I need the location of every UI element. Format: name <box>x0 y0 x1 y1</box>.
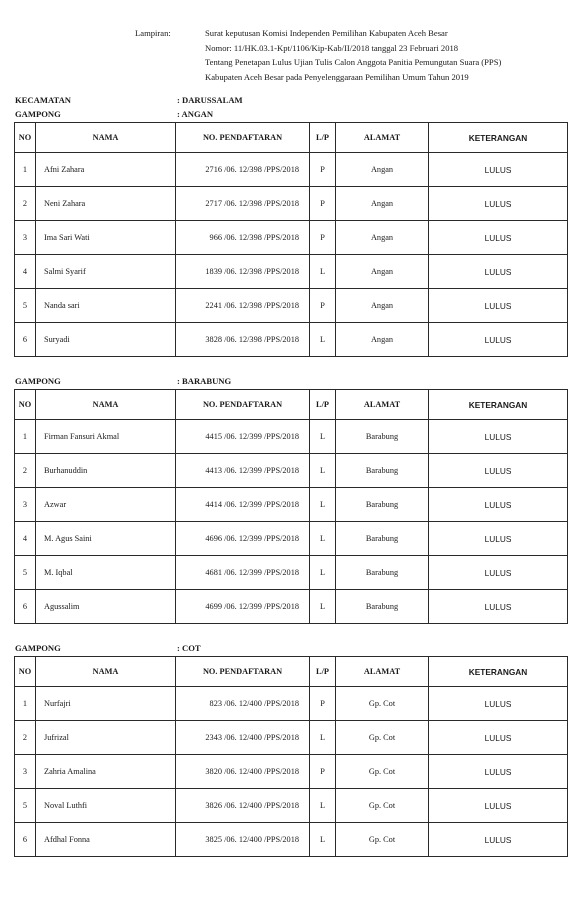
col-nama: NAMA <box>36 123 176 153</box>
cell-keterangan: LULUS <box>429 420 568 454</box>
lampiran-label: Lampiran: <box>135 28 171 38</box>
col-no-pendaftaran: NO. PENDAFTARAN <box>176 123 310 153</box>
cell-no-pendaftaran: 4699 /06. 12/399 /PPS/2018 <box>176 590 310 624</box>
table-row <box>15 687 568 721</box>
table-row <box>15 590 568 624</box>
cell-no: 4 <box>15 522 36 556</box>
cell-nama: Firman Fansuri Akmal <box>36 420 176 454</box>
cell-nama: Suryadi <box>36 323 176 357</box>
col-keterangan: KETERANGAN <box>429 657 568 687</box>
col-nama: NAMA <box>36 657 176 687</box>
cell-nama: Nurfajri <box>36 687 176 721</box>
cell-keterangan: LULUS <box>429 556 568 590</box>
col-no: NO <box>15 390 36 420</box>
cell-nama: Afni Zahara <box>36 153 176 187</box>
col-nama: NAMA <box>36 390 176 420</box>
cell-lp: P <box>310 153 336 187</box>
cell-keterangan: LULUS <box>429 153 568 187</box>
col-lp: L/P <box>310 390 336 420</box>
col-lp: L/P <box>310 123 336 153</box>
cell-no: 5 <box>15 289 36 323</box>
cell-no-pendaftaran: 3828 /06. 12/398 /PPS/2018 <box>176 323 310 357</box>
registrant-table <box>14 656 568 857</box>
cell-lp: P <box>310 687 336 721</box>
cell-alamat: Angan <box>336 221 429 255</box>
registrant-table <box>14 389 568 624</box>
table-row <box>15 556 568 590</box>
cell-keterangan: LULUS <box>429 255 568 289</box>
cell-nama: M. Agus Saini <box>36 522 176 556</box>
cell-no-pendaftaran: 4414 /06. 12/399 /PPS/2018 <box>176 488 310 522</box>
cell-nama: Nanda sari <box>36 289 176 323</box>
cell-lp: P <box>310 187 336 221</box>
table-row <box>15 323 568 357</box>
table-row <box>15 255 568 289</box>
cell-no-pendaftaran: 2716 /06. 12/398 /PPS/2018 <box>176 153 310 187</box>
lampiran-lines <box>205 26 575 84</box>
cell-alamat: Angan <box>336 187 429 221</box>
col-keterangan: KETERANGAN <box>429 390 568 420</box>
table-row <box>15 522 568 556</box>
cell-no: 5 <box>15 556 36 590</box>
table-header-row <box>15 657 568 687</box>
cell-nama: Burhanuddin <box>36 454 176 488</box>
cell-no: 3 <box>15 755 36 789</box>
cell-lp: L <box>310 590 336 624</box>
cell-alamat: Barabung <box>336 590 429 624</box>
table-row <box>15 221 568 255</box>
table-header-row <box>15 123 568 153</box>
table-row <box>15 289 568 323</box>
cell-nama: Afdhal Fonna <box>36 823 176 857</box>
cell-no: 3 <box>15 488 36 522</box>
cell-no-pendaftaran: 4681 /06. 12/399 /PPS/2018 <box>176 556 310 590</box>
cell-nama: Zahria Amalina <box>36 755 176 789</box>
table-row <box>15 454 568 488</box>
cell-lp: L <box>310 488 336 522</box>
col-alamat: ALAMAT <box>336 657 429 687</box>
cell-no-pendaftaran: 3825 /06. 12/400 /PPS/2018 <box>176 823 310 857</box>
table-row <box>15 721 568 755</box>
cell-no-pendaftaran: 4696 /06. 12/399 /PPS/2018 <box>176 522 310 556</box>
cell-alamat: Gp. Cot <box>336 823 429 857</box>
cell-lp: L <box>310 454 336 488</box>
cell-no-pendaftaran: 4415 /06. 12/399 /PPS/2018 <box>176 420 310 454</box>
cell-alamat: Barabung <box>336 488 429 522</box>
cell-no-pendaftaran: 3820 /06. 12/400 /PPS/2018 <box>176 755 310 789</box>
cell-no: 4 <box>15 255 36 289</box>
cell-no: 1 <box>15 420 36 454</box>
cell-nama: Salmi Syarif <box>36 255 176 289</box>
cell-lp: P <box>310 221 336 255</box>
lampiran-line: Tentang Penetapan Lulus Ujian Tulis Calon Anggota Panitia Pemungutan Suara (PPS) <box>205 57 502 68</box>
cell-nama: Azwar <box>36 488 176 522</box>
gampong-label: GAMPONG <box>15 643 61 653</box>
cell-nama: Noval Luthfi <box>36 789 176 823</box>
cell-lp: L <box>310 323 336 357</box>
cell-nama: M. Iqbal <box>36 556 176 590</box>
cell-keterangan: LULUS <box>429 488 568 522</box>
col-alamat: ALAMAT <box>336 390 429 420</box>
cell-keterangan: LULUS <box>429 187 568 221</box>
col-lp: L/P <box>310 657 336 687</box>
table-row <box>15 823 568 857</box>
cell-keterangan: LULUS <box>429 823 568 857</box>
gampong-value: : COT <box>177 643 201 653</box>
cell-nama: Jufrizal <box>36 721 176 755</box>
lampiran-line: Surat keputusan Komisi Independen Pemilihan Kabupaten Aceh Besar <box>205 28 448 38</box>
cell-alamat: Barabung <box>336 522 429 556</box>
lampiran-line: Kabupaten Aceh Besar pada Penyelenggaraan Pemilihan Umum Tahun 2019 <box>205 71 469 82</box>
cell-no: 3 <box>15 221 36 255</box>
cell-keterangan: LULUS <box>429 721 568 755</box>
col-no-pendaftaran: NO. PENDAFTARAN <box>176 390 310 420</box>
cell-keterangan: LULUS <box>429 323 568 357</box>
col-no: NO <box>15 657 36 687</box>
col-keterangan: KETERANGAN <box>429 123 568 153</box>
cell-alamat: Barabung <box>336 556 429 590</box>
cell-nama: Agussalim <box>36 590 176 624</box>
cell-alamat: Angan <box>336 323 429 357</box>
cell-lp: L <box>310 420 336 454</box>
cell-no: 6 <box>15 590 36 624</box>
cell-alamat: Barabung <box>336 420 429 454</box>
cell-lp: P <box>310 755 336 789</box>
cell-keterangan: LULUS <box>429 522 568 556</box>
cell-no: 2 <box>15 721 36 755</box>
cell-alamat: Angan <box>336 153 429 187</box>
cell-lp: L <box>310 556 336 590</box>
cell-lp: L <box>310 255 336 289</box>
cell-alamat: Barabung <box>336 454 429 488</box>
cell-no: 2 <box>15 187 36 221</box>
gampong-value: : BARABUNG <box>177 376 232 386</box>
cell-keterangan: LULUS <box>429 289 568 323</box>
cell-no-pendaftaran: 966 /06. 12/398 /PPS/2018 <box>176 221 310 255</box>
col-alamat: ALAMAT <box>336 123 429 153</box>
cell-lp: L <box>310 522 336 556</box>
cell-keterangan: LULUS <box>429 755 568 789</box>
gampong-label: GAMPONG <box>15 109 61 119</box>
cell-lp: P <box>310 289 336 323</box>
kecamatan-label: KECAMATAN <box>15 95 72 105</box>
cell-no: 5 <box>15 789 36 823</box>
cell-no: 2 <box>15 454 36 488</box>
cell-no-pendaftaran: 823 /06. 12/400 /PPS/2018 <box>176 687 310 721</box>
table-row <box>15 153 568 187</box>
lampiran-line: Nomor: 11/HK.03.1-Kpt/1106/Kip-Kab/II/2018 tanggal 23 Februari 2018 <box>205 42 459 53</box>
gampong-label: GAMPONG <box>15 376 61 386</box>
cell-keterangan: LULUS <box>429 221 568 255</box>
cell-keterangan: LULUS <box>429 687 568 721</box>
cell-no-pendaftaran: 2241 /06. 12/398 /PPS/2018 <box>176 289 310 323</box>
kecamatan-value: : DARUSSALAM <box>177 95 243 105</box>
col-no: NO <box>15 123 36 153</box>
cell-no-pendaftaran: 4413 /06. 12/399 /PPS/2018 <box>176 454 310 488</box>
col-no-pendaftaran: NO. PENDAFTARAN <box>176 657 310 687</box>
cell-alamat: Angan <box>336 289 429 323</box>
cell-no: 6 <box>15 823 36 857</box>
cell-no-pendaftaran: 2717 /06. 12/398 /PPS/2018 <box>176 187 310 221</box>
registrant-table <box>14 122 568 357</box>
cell-lp: L <box>310 721 336 755</box>
table-row <box>15 755 568 789</box>
cell-nama: Neni Zahara <box>36 187 176 221</box>
cell-lp: L <box>310 789 336 823</box>
gampong-value: : ANGAN <box>177 109 214 119</box>
cell-nama: Ima Sari Wati <box>36 221 176 255</box>
cell-keterangan: LULUS <box>429 590 568 624</box>
cell-no: 6 <box>15 323 36 357</box>
table-row <box>15 789 568 823</box>
cell-no-pendaftaran: 3826 /06. 12/400 /PPS/2018 <box>176 789 310 823</box>
table-header-row <box>15 390 568 420</box>
table-row <box>15 420 568 454</box>
cell-alamat: Gp. Cot <box>336 721 429 755</box>
cell-keterangan: LULUS <box>429 454 568 488</box>
cell-keterangan: LULUS <box>429 789 568 823</box>
cell-no: 1 <box>15 687 36 721</box>
cell-no: 1 <box>15 153 36 187</box>
table-row <box>15 187 568 221</box>
cell-no-pendaftaran: 1839 /06. 12/398 /PPS/2018 <box>176 255 310 289</box>
cell-no-pendaftaran: 2343 /06. 12/400 /PPS/2018 <box>176 721 310 755</box>
table-row <box>15 488 568 522</box>
cell-alamat: Gp. Cot <box>336 755 429 789</box>
cell-lp: L <box>310 823 336 857</box>
cell-alamat: Gp. Cot <box>336 789 429 823</box>
cell-alamat: Angan <box>336 255 429 289</box>
cell-alamat: Gp. Cot <box>336 687 429 721</box>
